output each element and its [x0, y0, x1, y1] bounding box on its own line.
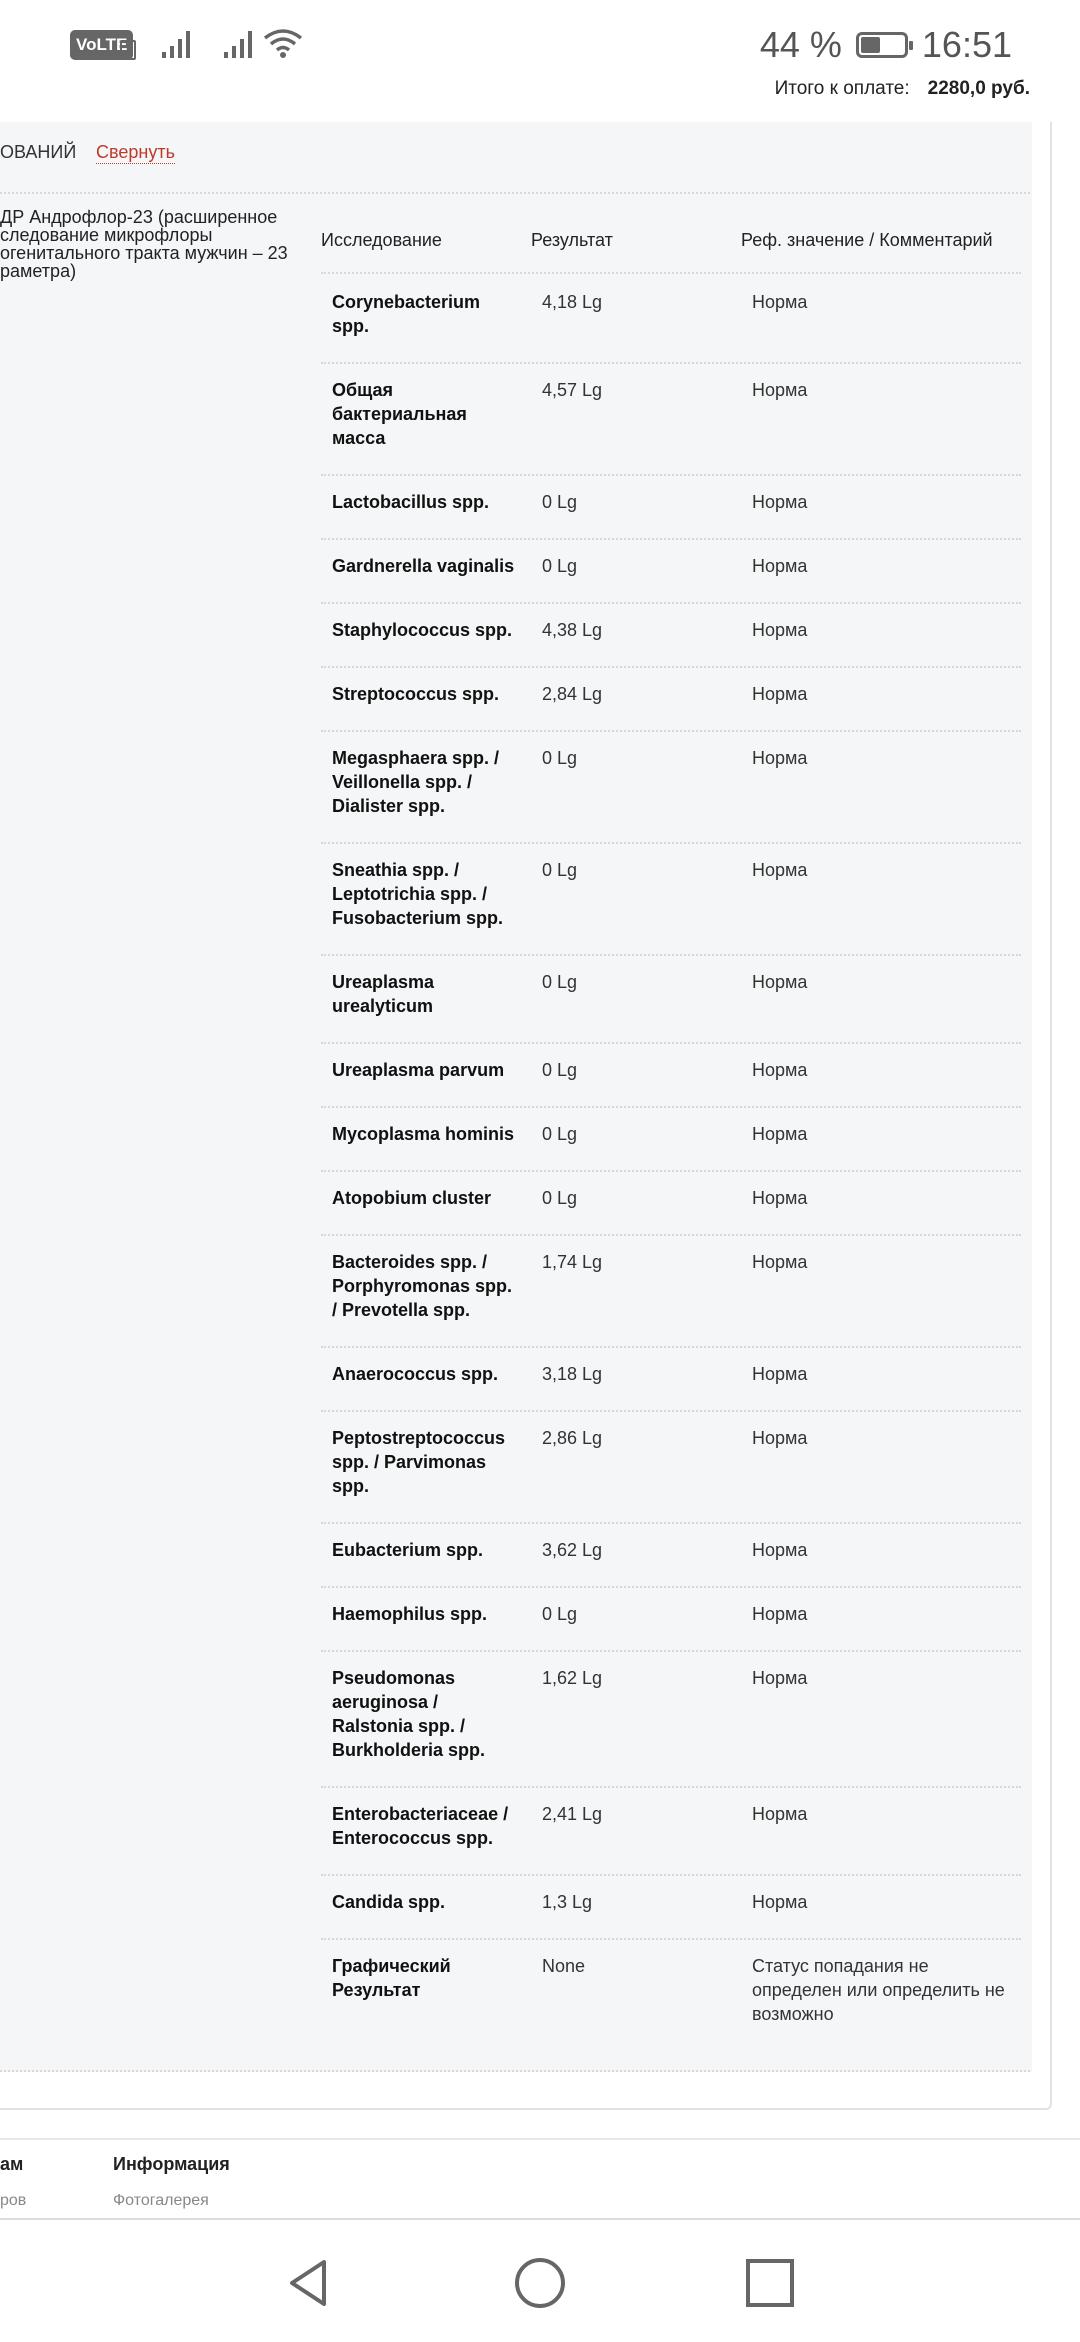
- row-divider: [321, 1522, 1021, 1524]
- row-study-name: Ureaplasma urealyticum: [332, 972, 435, 1016]
- row-reference: Норма: [752, 1540, 808, 1560]
- row-reference: Норма: [752, 1428, 808, 1448]
- row-reference: Норма: [752, 1892, 808, 1912]
- row-result: 0 Lg: [542, 972, 578, 992]
- row-reference: Норма: [752, 492, 808, 512]
- analysis-title: ДР Андрофлор-23 (расширенное следование микрофлоры огенитального тракта мужчин – 23 раметра): [0, 207, 288, 281]
- row-study-name: Общая бактериальная масса: [332, 380, 467, 448]
- row-result: 3,62 Lg: [542, 1540, 603, 1560]
- battery-percent: 44 %: [759, 24, 842, 65]
- row-reference: Норма: [752, 620, 808, 640]
- row-study-name: Lactobacillus spp.: [332, 492, 490, 512]
- row-reference: Норма: [752, 748, 808, 768]
- row-result: 3,18 Lg: [542, 1364, 603, 1384]
- footer-divider: [0, 2138, 1080, 2140]
- battery-icon: [856, 32, 908, 58]
- row-reference: Норма: [752, 1124, 808, 1144]
- signal-strength-icon: [160, 28, 196, 60]
- row-study-name: Atopobium cluster: [332, 1188, 492, 1208]
- row-divider: [321, 474, 1021, 476]
- row-divider: [321, 538, 1021, 540]
- row-reference: Норма: [752, 1804, 808, 1824]
- header-result: Результат: [531, 230, 613, 250]
- row-reference: Норма: [752, 556, 808, 576]
- row-result: None: [542, 1956, 586, 1976]
- row-reference: Норма: [752, 292, 808, 312]
- row-study-name: Megasphaera spp. / Veillonella spp. / Dialister spp.: [332, 748, 500, 816]
- total-label: Итого к оплате:: [774, 78, 910, 99]
- row-study-name: Peptostreptococcus spp. / Parvimonas spp.: [332, 1428, 506, 1496]
- row-study-name: Enterobacteriaceae / Enterococcus spp.: [332, 1804, 509, 1848]
- sim-icon: [120, 40, 136, 60]
- clock: 16:51: [921, 24, 1012, 65]
- home-circle-icon[interactable]: [513, 2256, 567, 2310]
- row-reference: Норма: [752, 860, 808, 880]
- row-study-name: Mycoplasma hominis: [332, 1124, 515, 1144]
- back-triangle-icon[interactable]: [282, 2256, 336, 2310]
- row-result: 0 Lg: [542, 860, 578, 880]
- collapse-link[interactable]: Свернуть: [96, 142, 175, 162]
- section-bottom-divider: [0, 2070, 1030, 2072]
- row-reference: Норма: [752, 1188, 808, 1208]
- row-divider: [321, 1346, 1021, 1348]
- battery-fill: [861, 37, 880, 53]
- row-study-name: Gardnerella vaginalis: [332, 556, 515, 576]
- wifi-icon: [262, 26, 304, 60]
- signal-strength-2-icon: [222, 28, 258, 60]
- row-result: 1,62 Lg: [542, 1668, 603, 1688]
- header-divider: [321, 272, 1021, 274]
- recent-square-icon[interactable]: [743, 2256, 797, 2310]
- row-study-name: Anaerococcus spp.: [332, 1364, 499, 1384]
- row-result: 2,84 Lg: [542, 684, 603, 704]
- section-divider: [0, 192, 1030, 194]
- total-value: 2280,0 руб.: [927, 78, 1030, 99]
- row-reference: Статус попадания не определен или определить не возможно: [752, 1956, 1005, 2024]
- footer-col2-title: Информация: [113, 2154, 230, 2174]
- header-reference: Реф. значение / Комментарий: [741, 230, 993, 250]
- row-divider: [321, 1042, 1021, 1044]
- status-right-group: [760, 24, 1012, 66]
- row-result: 0 Lg: [542, 1124, 578, 1144]
- row-reference: Норма: [752, 1668, 808, 1688]
- footer-col2-link[interactable]: Фотогалерея: [113, 2192, 209, 2209]
- footer-col1-title: ам: [0, 2154, 24, 2174]
- row-study-name: Eubacterium spp.: [332, 1540, 484, 1560]
- row-study-name: Haemophilus spp.: [332, 1604, 488, 1624]
- row-divider: [321, 1938, 1021, 1940]
- row-study-name: Pseudomonas aeruginosa / Ralstonia spp. / Burkholderia spp.: [332, 1668, 486, 1760]
- row-divider: [321, 1234, 1021, 1236]
- row-divider: [321, 730, 1021, 732]
- row-study-name: Ureaplasma parvum: [332, 1060, 505, 1080]
- row-study-name: Corynebacterium spp.: [332, 292, 481, 336]
- row-reference: Норма: [752, 380, 808, 400]
- row-divider: [321, 1874, 1021, 1876]
- row-divider: [321, 602, 1021, 604]
- row-result: 2,41 Lg: [542, 1804, 603, 1824]
- row-divider: [321, 842, 1021, 844]
- row-study-name: Streptococcus spp.: [332, 684, 500, 704]
- row-reference: Норма: [752, 972, 808, 992]
- row-reference: Норма: [752, 684, 808, 704]
- row-result: 4,57 Lg: [542, 380, 603, 400]
- row-divider: [321, 362, 1021, 364]
- row-divider: [321, 1106, 1021, 1108]
- row-study-name: Staphylococcus spp.: [332, 620, 513, 640]
- row-result: 1,3 Lg: [542, 1892, 593, 1912]
- navigation-bar: [0, 2218, 1080, 2342]
- row-divider: [321, 1650, 1021, 1652]
- row-reference: Норма: [752, 1252, 808, 1272]
- row-reference: Норма: [752, 1364, 808, 1384]
- row-study-name: Sneathia spp. / Leptotrichia spp. / Fusobacterium spp.: [332, 860, 504, 928]
- row-result: 4,38 Lg: [542, 620, 603, 640]
- row-result: 2,86 Lg: [542, 1428, 603, 1448]
- row-result: 0 Lg: [542, 1604, 578, 1624]
- total-line: [775, 78, 1030, 100]
- row-result: 1,74 Lg: [542, 1252, 603, 1272]
- row-result: 0 Lg: [542, 556, 578, 576]
- row-result: 0 Lg: [542, 748, 578, 768]
- row-result: 0 Lg: [542, 1060, 578, 1080]
- row-result: 0 Lg: [542, 1188, 578, 1208]
- row-study-name: Bacteroides spp. / Porphyromonas spp. / Prevotella spp.: [332, 1252, 513, 1320]
- row-result: 0 Lg: [542, 492, 578, 512]
- row-reference: Норма: [752, 1060, 808, 1080]
- row-divider: [321, 1586, 1021, 1588]
- footer-col1-link[interactable]: ров: [0, 2192, 27, 2209]
- row-study-name: Candida spp.: [332, 1892, 446, 1912]
- row-divider: [321, 1786, 1021, 1788]
- row-study-name: Графический Результат: [332, 1956, 451, 2000]
- row-result: 4,18 Lg: [542, 292, 603, 312]
- header-study: Исследование: [321, 230, 442, 250]
- row-divider: [321, 954, 1021, 956]
- volte-icon: VoLTE: [70, 30, 133, 60]
- row-divider: [321, 1410, 1021, 1412]
- row-divider: [321, 666, 1021, 668]
- row-divider: [321, 1170, 1021, 1172]
- section-title: ОВАНИЙ: [0, 142, 77, 162]
- row-reference: Норма: [752, 1604, 808, 1624]
